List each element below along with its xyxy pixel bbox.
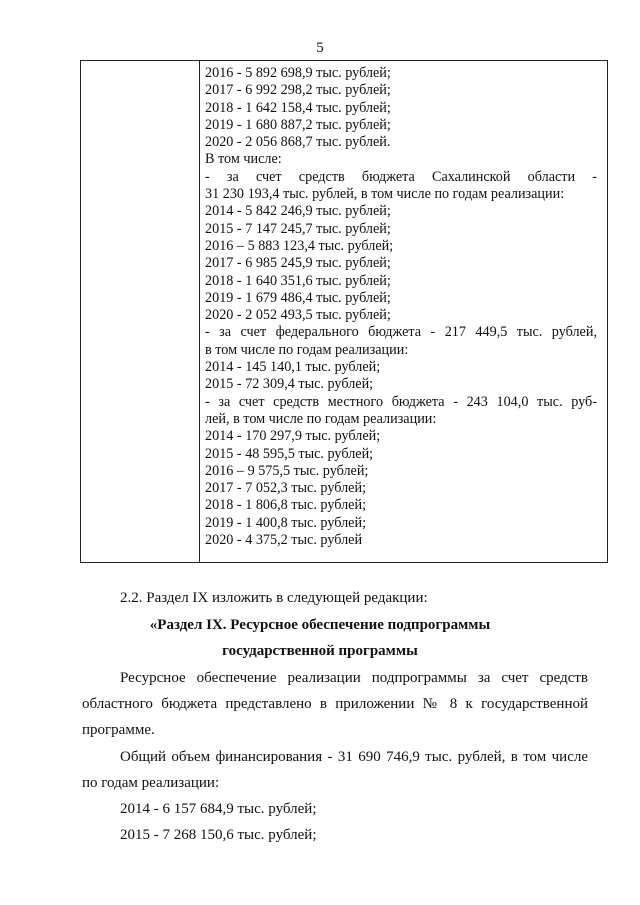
table-content-cell bbox=[205, 65, 597, 549]
table-line: 2014 - 145 140,1 тыс. рублей; bbox=[205, 359, 381, 376]
table-line: 2014 - 170 297,9 тыс. рублей; bbox=[205, 428, 381, 445]
table-line: 2015 - 48 595,5 тыс. рублей; bbox=[205, 445, 374, 462]
funding-table bbox=[80, 60, 608, 563]
table-line: 2016 – 5 883 123,4 тыс. рублей; bbox=[205, 237, 394, 254]
table-line: 2015 - 72 309,4 тыс. рублей; bbox=[205, 376, 374, 393]
table-line: 2018 - 1 640 351,6 тыс. рублей; bbox=[205, 272, 391, 289]
table-column-divider bbox=[199, 61, 200, 562]
paragraph-line: программе. bbox=[82, 722, 155, 738]
paragraph-line: Общий объем финансирования - 31 690 746,9 тыс. рублей, в том числе bbox=[120, 749, 588, 765]
table-line: 2015 - 7 147 245,7 тыс. рублей; bbox=[205, 220, 391, 237]
table-line: лей, в том числе по годам реализации: bbox=[205, 410, 437, 427]
table-line: 2018 - 1 642 158,4 тыс. рублей; bbox=[205, 99, 391, 116]
table-line: 2019 - 1 679 486,4 тыс. рублей; bbox=[205, 289, 391, 306]
table-line: 2017 - 6 992 298,2 тыс. рублей; bbox=[205, 82, 391, 99]
page-number: 5 bbox=[316, 40, 324, 56]
table-line: 2020 - 2 056 868,7 тыс. рублей. bbox=[205, 134, 391, 151]
table-line: 2020 - 2 052 493,5 тыс. рублей; bbox=[205, 307, 391, 324]
paragraph-line: областного бюджета представлено в приложении № 8 к государственной bbox=[82, 696, 588, 712]
item-paragraph: 2.2. Раздел IX изложить в следующей редакции: bbox=[120, 590, 428, 606]
year-line: 2015 - 7 268 150,6 тыс. рублей; bbox=[120, 827, 317, 843]
section-subheading: государственной программы bbox=[222, 643, 418, 659]
table-line: - за счет средств бюджета Сахалинской области - bbox=[205, 168, 597, 185]
table-line: - за счет федерального бюджета - 217 449,5 тыс. рублей, bbox=[205, 324, 597, 341]
table-line: 2017 - 6 985 245,9 тыс. рублей; bbox=[205, 255, 391, 272]
table-line: 2017 - 7 052,3 тыс. рублей; bbox=[205, 480, 367, 497]
table-line: 2016 – 9 575,5 тыс. рублей; bbox=[205, 462, 369, 479]
paragraph-line: по годам реализации: bbox=[82, 775, 220, 791]
table-line: - за счет средств местного бюджета - 243 104,0 тыс. руб- bbox=[205, 393, 597, 410]
table-line: 2019 - 1 400,8 тыс. рублей; bbox=[205, 514, 367, 531]
table-line: в том числе по годам реализации: bbox=[205, 341, 409, 358]
table-line: 31 230 193,4 тыс. рублей, в том числе по годам реализации: bbox=[205, 186, 565, 203]
section-heading: «Раздел IX. Ресурсное обеспечение подпрограммы bbox=[149, 617, 491, 633]
year-line: 2014 - 6 157 684,9 тыс. рублей; bbox=[120, 801, 317, 817]
table-line: 2019 - 1 680 887,2 тыс. рублей; bbox=[205, 116, 391, 133]
table-line: В том числе: bbox=[205, 151, 282, 168]
table-line: 2014 - 5 842 246,9 тыс. рублей; bbox=[205, 203, 391, 220]
paragraph-line: Ресурсное обеспечение реализации подпрограммы за счет средств bbox=[120, 670, 588, 686]
table-line: 2018 - 1 806,8 тыс. рублей; bbox=[205, 497, 367, 514]
table-line: 2016 - 5 892 698,9 тыс. рублей; bbox=[205, 65, 391, 81]
table-line: 2020 - 4 375,2 тыс. рублей bbox=[205, 532, 363, 549]
